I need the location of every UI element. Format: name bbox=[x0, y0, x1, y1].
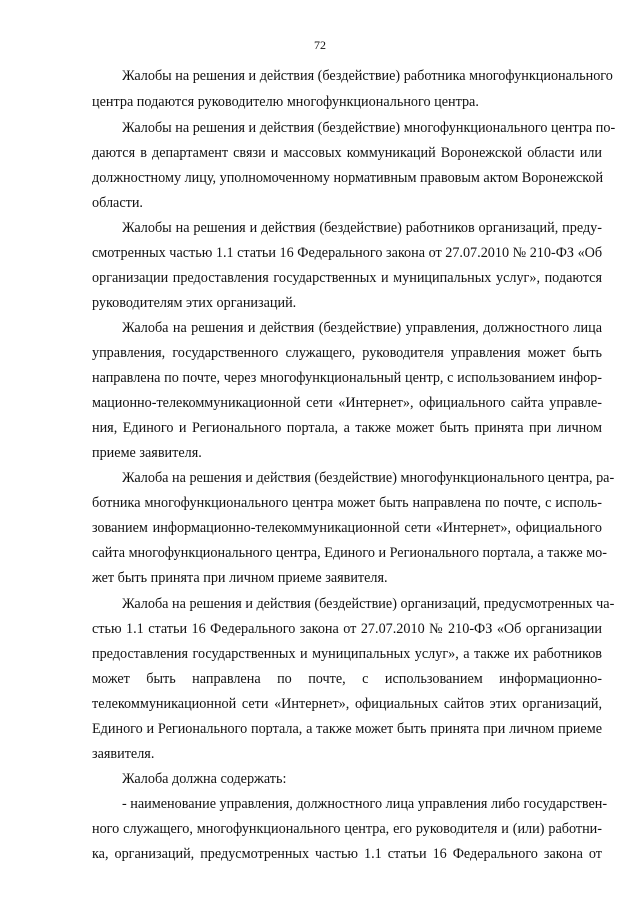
text-line: может быть направлена по почте, с использованием информационно- bbox=[92, 671, 602, 687]
text-line: смотренных частью 1.1 статьи 16 Федерального закона от 27.07.2010 № 210-ФЗ «Об bbox=[92, 245, 603, 261]
text-line: руководителям этих организаций. bbox=[92, 295, 297, 311]
text-line: Жалобы на решения и действия (бездействие) работников организаций, преду- bbox=[122, 220, 602, 236]
text-line: мационно-телекоммуникационной сети «Интернет», официального сайта управле- bbox=[92, 395, 602, 411]
text-line: приеме заявителя. bbox=[92, 445, 202, 461]
text-line: центра подаются руководителю многофункционального центра. bbox=[92, 94, 479, 110]
text-line: Жалоба на решения и действия (бездействие) многофункционального центра, ра- bbox=[122, 470, 615, 486]
text-line: ния, Единого и Регионального портала, а также может быть принята при личном bbox=[92, 420, 602, 436]
text-line: управления, государственного служащего, руководителя управления может быть bbox=[92, 345, 602, 361]
text-line: - наименование управления, должностного лица управления либо государствен- bbox=[122, 796, 608, 812]
page-number: 72 bbox=[314, 38, 326, 52]
text-line: Жалобы на решения и действия (бездействие) работника многофункционального bbox=[122, 68, 613, 84]
text-line: Жалоба на решения и действия (бездействие) организаций, предусмотренных ча- bbox=[122, 596, 615, 612]
text-line: сайта многофункционального центра, Единого и Регионального портала, а также мо- bbox=[92, 545, 607, 561]
text-line: заявителя. bbox=[92, 746, 155, 762]
text-line: области. bbox=[92, 195, 143, 211]
text-line: предоставления государственных и муниципальных услуг», а также их работников bbox=[92, 646, 602, 662]
text-line: организации предоставления государственных и муниципальных услуг», подаются bbox=[92, 270, 602, 286]
text-line: ного служащего, многофункционального центра, его руководителя и (или) работни- bbox=[92, 821, 602, 837]
text-line: зованием информационно-телекоммуникационной сети «Интернет», официального bbox=[92, 520, 602, 536]
text-line: ботника многофункционального центра может быть направлена по почте, с исполь- bbox=[92, 495, 602, 511]
text-line: направлена по почте, через многофункциональный центр, с использованием инфор- bbox=[92, 370, 602, 386]
text-line: Единого и Регионального портала, а также может быть принята при личном приеме bbox=[92, 721, 602, 737]
text-line: Жалобы на решения и действия (бездействие) многофункционального центра по- bbox=[122, 120, 616, 136]
text-line: должностному лицу, уполномоченному нормативным правовым актом Воронежской bbox=[92, 170, 604, 186]
text-line: Жалоба должна содержать: bbox=[122, 771, 287, 787]
text-line: Жалоба на решения и действия (бездействие) управления, должностного лица bbox=[122, 320, 602, 336]
text-line: телекоммуникационной сети «Интернет», официальных сайтов этих организаций, bbox=[92, 696, 602, 712]
text-line: стью 1.1 статьи 16 Федерального закона от 27.07.2010 № 210-ФЗ «Об организации bbox=[92, 621, 602, 637]
text-line: ка, организаций, предусмотренных частью 1.1 статьи 16 Федерального закона от bbox=[92, 846, 602, 862]
text-line: жет быть принята при личном приеме заявителя. bbox=[92, 570, 388, 586]
text-line: даются в департамент связи и массовых коммуникаций Воронежской области или bbox=[92, 145, 602, 161]
